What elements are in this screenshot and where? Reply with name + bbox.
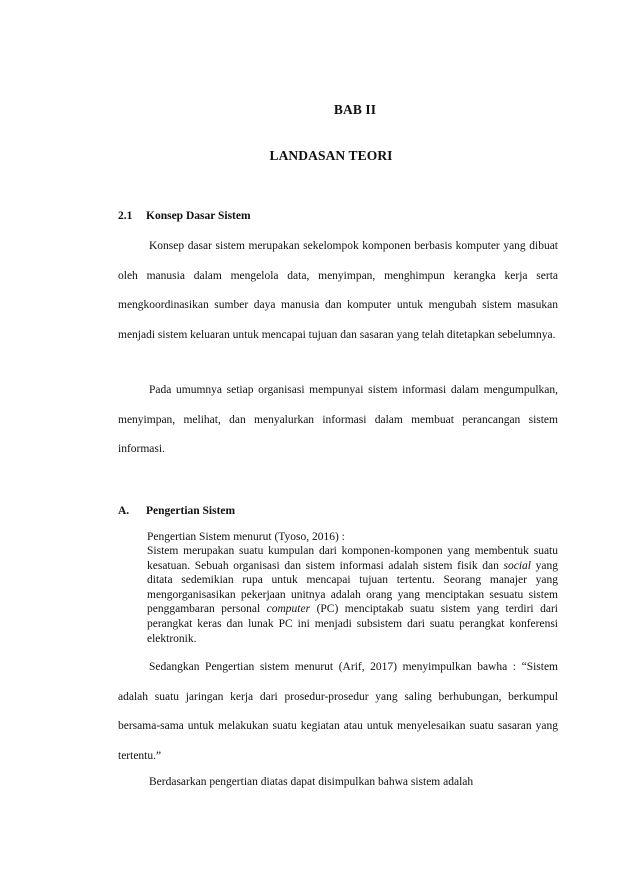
quote-intro: Pengertian Sistem menurut (Tyoso, 2016) : (147, 531, 345, 543)
paragraph-conclusion: Berdasarkan pengertian diatas dapat disimpulkan bahwa sistem adalah (149, 776, 474, 788)
quote-italic-term: social (503, 559, 531, 572)
section-letter: A. (118, 505, 130, 517)
block-quote (147, 544, 558, 646)
quote-text: yang ditata sedemikian rupa untuk mencapai tujuan tertentu. Seorang manajer yang mengorganisasikan pekerjaan unitnya adalah orang yang menciptakan sesuatu sistem penggambaran personal (147, 559, 558, 616)
chapter-title: LANDASAN TEORI (269, 148, 393, 163)
quote-italic-term: computer (266, 603, 311, 616)
quote-text: (PC) menciptakab suatu sistem yang terdiri dari perangkat keras dan lunak PC ini menjadi subsistem dari suatu perangkat konferensi elektronik. (147, 603, 558, 645)
section-heading-text: Pengertian Sistem (146, 505, 236, 517)
section-number: 2.1 (118, 210, 133, 222)
quote-text: Sistem merupakan suatu kumpulan dari komponen-komponen yang membentuk suatu kesatuan. Sebuah organisasi dan sistem informasi adalah sistem fisik dan (147, 545, 558, 572)
paragraph-organisasi: Pada umumnya setiap organisasi mempunyai sistem informasi dalam mengumpulkan, menyimpan, melihat, dan menyalurkan informasi dalam membuat perancangan sistem informasi. (118, 384, 558, 455)
section-heading-a (118, 505, 235, 517)
paragraph-konsep-dasar: Konsep dasar sistem merupakan sekelompok komponen berbasis komputer yang dibuat oleh manusia dalam mengelola data, menyimpan, menghimpun kerangka kerja serta mengkoordinasikan sumber daya manusia dan komputer untuk mengubah sistem masukan menjadi sistem keluaran untuk mencapai tujuan dan sasaran yang telah ditetapkan sebelumnya. (118, 240, 558, 341)
section-heading-2-1 (118, 210, 251, 222)
section-heading-text: Konsep Dasar Sistem (146, 210, 251, 222)
chapter-number: BAB II (333, 102, 377, 117)
paragraph-arif-definition: Sedangkan Pengertian sistem menurut (Arif, 2017) menyimpulkan bawha : “Sistem adalah suatu jaringan kerja dari prosedur-prosedur yang saling berhubungan, berkumpul bersama-sama untuk melakukan suatu kegiatan atau untuk menyelesaikan suatu sasaran yang tertentu.” (118, 661, 558, 762)
